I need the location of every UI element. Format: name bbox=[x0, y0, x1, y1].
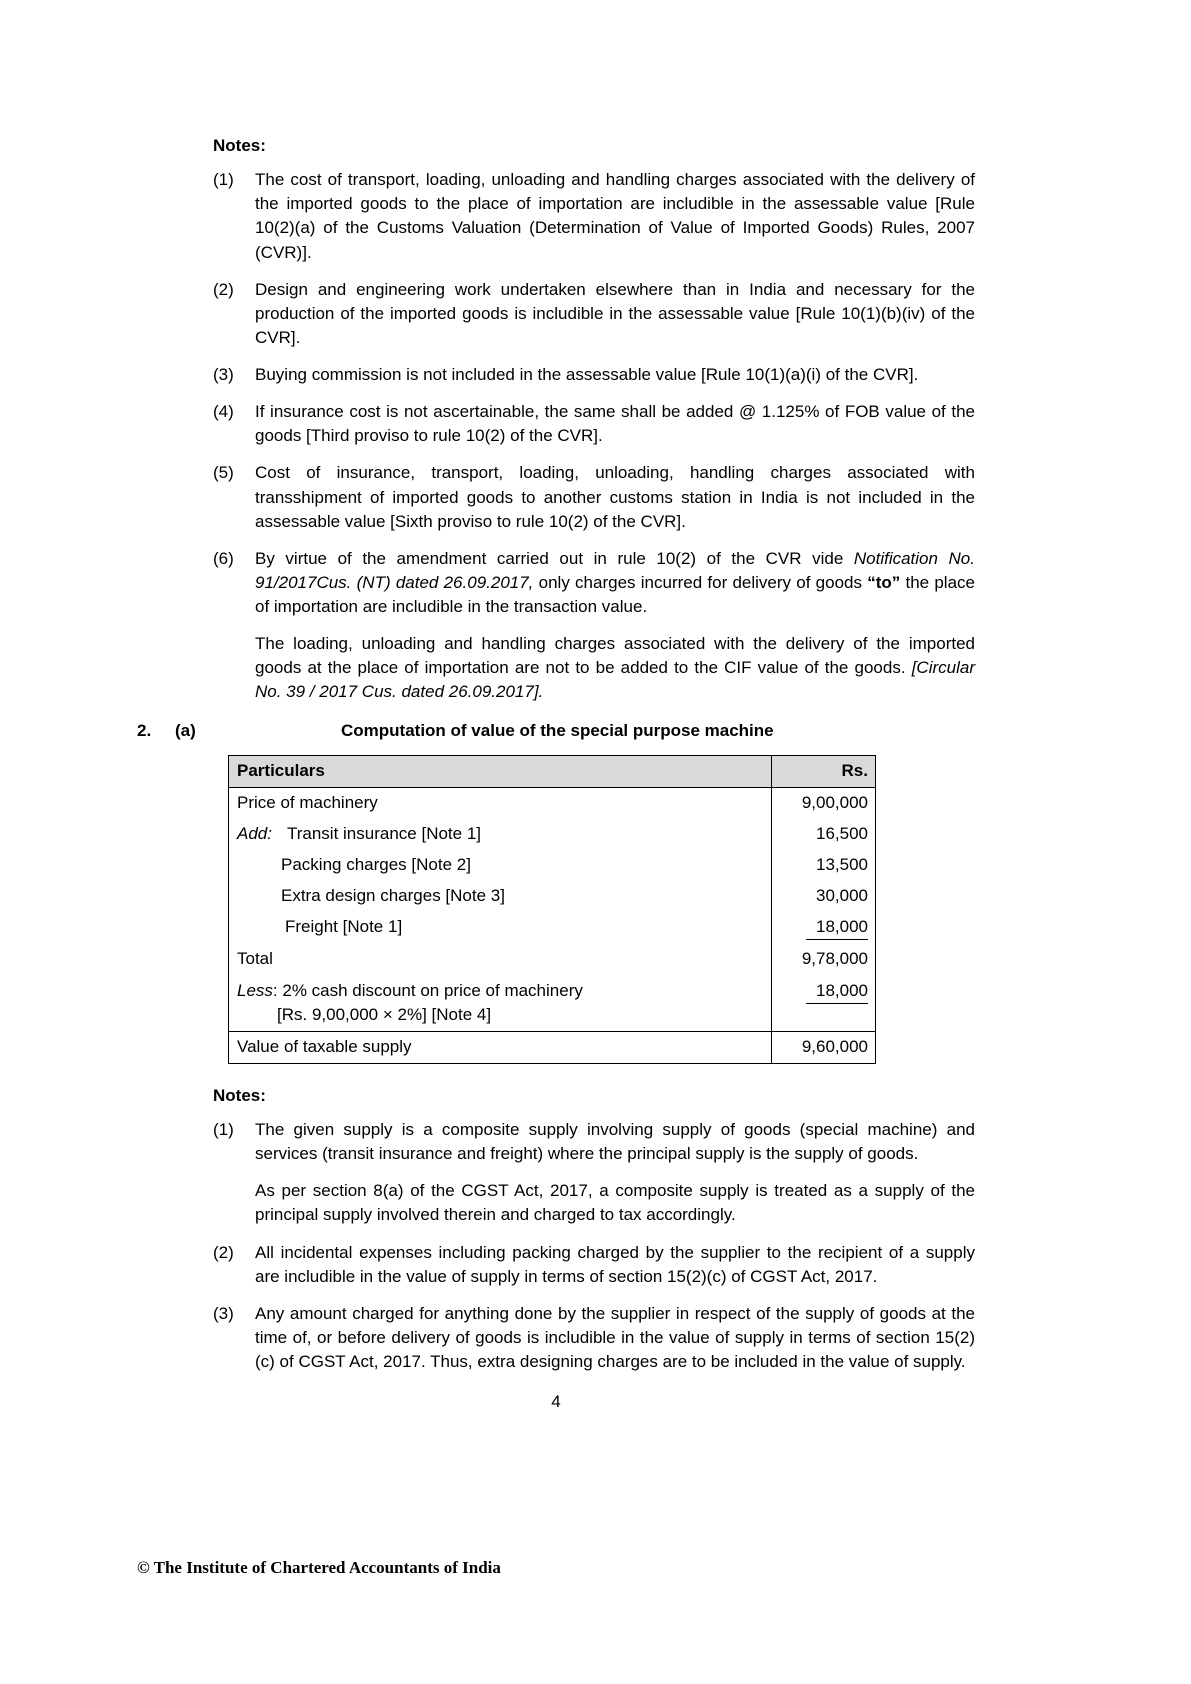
underlined-amount: 18,000 bbox=[806, 915, 868, 940]
row-label: Price of machinery bbox=[237, 792, 378, 812]
row-value: 9,00,000 bbox=[772, 787, 876, 819]
row-value: 13,500 bbox=[772, 850, 876, 881]
table-row bbox=[229, 787, 876, 819]
row-label-text: Transit insurance [Note 1] bbox=[286, 823, 481, 843]
table-row bbox=[229, 944, 876, 975]
note-text: If insurance cost is not ascertainable, the same shall be added @ 1.125% of FOB value of the goods [Third proviso to rule 10(2) of the CVR]. bbox=[255, 402, 975, 446]
row-label bbox=[229, 976, 772, 1032]
note-number: (2) bbox=[213, 1242, 234, 1262]
note-item bbox=[213, 547, 975, 705]
header-rs: Rs. bbox=[772, 755, 876, 787]
note-item bbox=[213, 278, 975, 350]
note-number: (2) bbox=[213, 279, 234, 299]
question-heading bbox=[137, 719, 975, 743]
gst-notes-section bbox=[213, 1084, 975, 1374]
row-label bbox=[229, 912, 772, 944]
note-text-segment: The loading, unloading and handling charges associated with the delivery of the imported goods at the place of importation are not to be added to the CIF value of the goods. bbox=[255, 634, 975, 678]
note-number: (3) bbox=[213, 365, 234, 384]
table-row bbox=[229, 881, 876, 912]
row-label-text: Packing charges [Note 2] bbox=[281, 855, 471, 874]
note-number: (4) bbox=[213, 402, 234, 422]
note-paragraph bbox=[255, 547, 975, 619]
customs-notes-section bbox=[213, 134, 975, 705]
question-number: 2. bbox=[137, 720, 152, 740]
row-label-line2: [Rs. 9,00,000 × 2%] [Note 4] bbox=[277, 1004, 492, 1024]
notification-reference: Notification No. 91/2017Cus. (NT) dated 26.09.2017, bbox=[255, 548, 975, 592]
table-row bbox=[229, 850, 876, 881]
note-text bbox=[255, 547, 975, 705]
row-label-text: Freight [Note 1] bbox=[285, 917, 403, 937]
less-prefix: Less bbox=[237, 980, 273, 1000]
underlined-amount: 18,000 bbox=[806, 979, 868, 1004]
row-value: 16,500 bbox=[772, 819, 876, 850]
table-row bbox=[229, 976, 876, 1032]
note-text: Design and engineering work undertaken elsewhere than in India and necessary for the production of the imported goods is includible in the assessable value [Rule 10(1)(b)(iv) of the CVR]. bbox=[255, 279, 975, 347]
row-value: 30,000 bbox=[772, 881, 876, 912]
note-paragraph: The given supply is a composite supply involving supply of goods (special machine) and services (transit insurance and freight) where the principal supply is the supply of goods. bbox=[255, 1120, 975, 1164]
note-text: Buying commission is not included in the assessable value [Rule 10(1)(a)(i) of the CVR]. bbox=[255, 365, 919, 384]
table-row bbox=[229, 819, 876, 850]
note-text: All incidental expenses including packing charged by the supplier to the recipient of a supply are includible in the value of supply in terms of section 15(2)(c) of CGST Act, 2017. bbox=[255, 1242, 975, 1286]
note-item bbox=[213, 400, 975, 448]
circular-reference: [Circular No. 39 / 2017 Cus. dated 26.09.2017]. bbox=[255, 658, 975, 702]
note-number: (1) bbox=[213, 170, 234, 190]
row-label-line1 bbox=[237, 979, 764, 1003]
row-value bbox=[772, 912, 876, 944]
table-header-row bbox=[229, 755, 876, 787]
note-text: Any amount charged for anything done by the supplier in respect of the supply of goods at the time of, or before delivery of goods is includible in the value of supply in terms of section 15(2)(c) of CGST Act, 2017. Thus, extra designing charges are to be included in the value of supply. bbox=[255, 1303, 975, 1371]
table-row bbox=[229, 912, 876, 944]
copyright-footer: © The Institute of Chartered Accountants of India bbox=[137, 1558, 501, 1577]
note-number: (6) bbox=[213, 548, 234, 568]
note-text-segment: only charges incurred for delivery of goods bbox=[533, 572, 868, 592]
note-paragraph bbox=[255, 632, 975, 704]
row-label: Total bbox=[237, 949, 273, 969]
note-text: The cost of transport, loading, unloading and handling charges associated with the delivery of the imported goods to the place of importation are includible in the assessable value [Rule 10(2)(a) of the Customs Valuation (Determination of Value of Imported Goods) Rules, 2007 (CVR)]. bbox=[255, 170, 975, 262]
page-number: 4 bbox=[551, 1392, 561, 1412]
note-number: (5) bbox=[213, 463, 234, 483]
note-item bbox=[213, 1118, 975, 1228]
row-value: 9,78,000 bbox=[772, 944, 876, 975]
note-text: Cost of insurance, transport, loading, unloading, handling charges associated with transshipment of imported goods to another customs station in India is not included in the assessable value [Sixth proviso to rule 10(2) of the CVR]. bbox=[255, 463, 975, 531]
row-label-text: : 2% cash discount on price of machinery bbox=[272, 980, 583, 1000]
note-item bbox=[213, 461, 975, 533]
note-number: (1) bbox=[213, 1120, 234, 1139]
note-item bbox=[213, 1241, 975, 1289]
note-text bbox=[255, 1118, 975, 1228]
computation-table bbox=[228, 755, 876, 1064]
row-value bbox=[772, 976, 876, 1032]
row-label bbox=[229, 819, 772, 850]
table-row-total bbox=[229, 1031, 876, 1063]
note-number: (3) bbox=[213, 1303, 234, 1323]
computation-title: Computation of value of the special purpose machine bbox=[341, 720, 774, 740]
question-part: (a) bbox=[175, 720, 196, 740]
row-label: Value of taxable supply bbox=[229, 1031, 772, 1063]
note-item bbox=[213, 363, 975, 387]
notes-heading: Notes: bbox=[213, 1085, 266, 1105]
row-label bbox=[229, 850, 772, 881]
row-label bbox=[229, 881, 772, 912]
notes-heading: Notes: bbox=[213, 136, 266, 155]
note-text-segment: By virtue of the amendment carried out in rule 10(2) of the CVR vide bbox=[255, 548, 854, 568]
add-prefix: Add: bbox=[237, 823, 272, 843]
note-paragraph: As per section 8(a) of the CGST Act, 2017, a composite supply is treated as a supply of the principal supply involved therein and charged to tax accordingly. bbox=[255, 1181, 975, 1225]
header-particulars: Particulars bbox=[229, 755, 772, 787]
row-value: 9,60,000 bbox=[772, 1031, 876, 1063]
note-text-segment: the place of importation are includible in the transaction value. bbox=[255, 572, 975, 616]
emphasized-word: “to” bbox=[867, 572, 901, 592]
row-label-text: Extra design charges [Note 3] bbox=[281, 886, 505, 906]
note-item bbox=[213, 168, 975, 265]
note-item bbox=[213, 1302, 975, 1374]
